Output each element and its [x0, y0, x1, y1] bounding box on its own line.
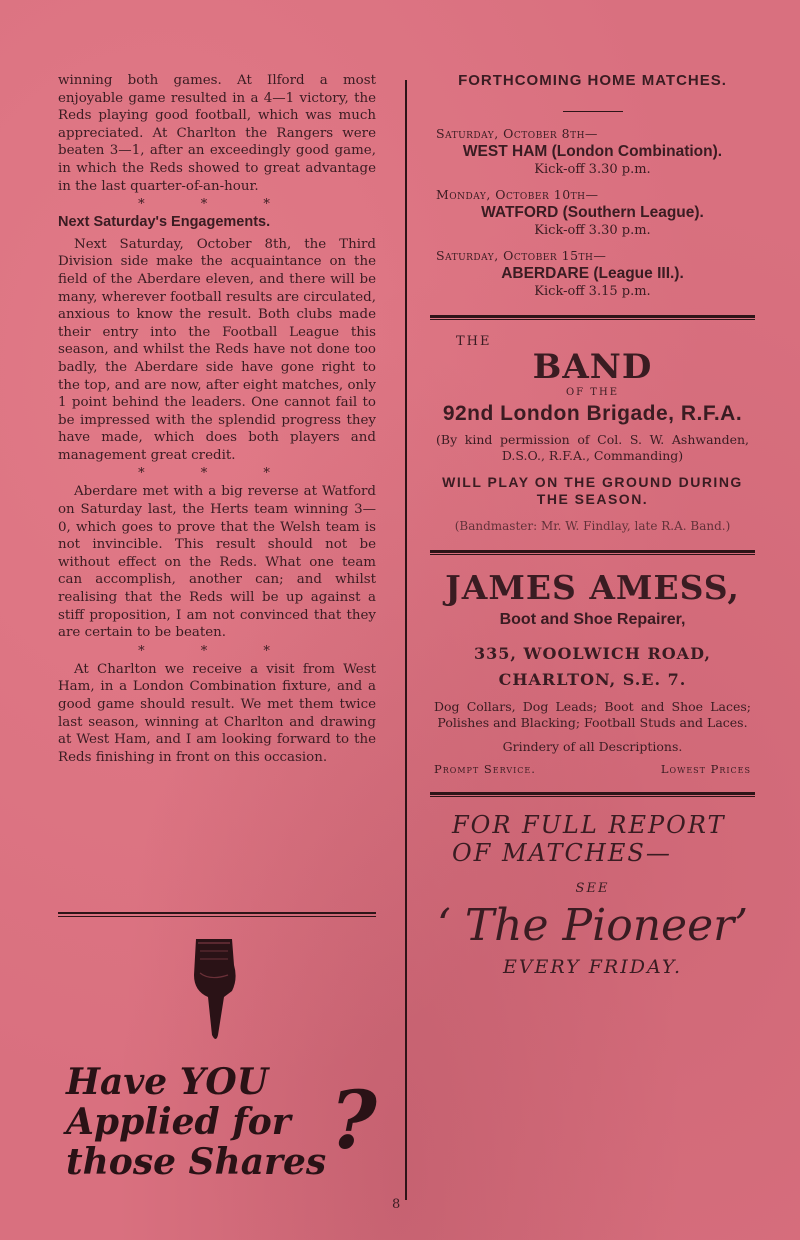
- report-line-2: OF MATCHES—: [452, 839, 672, 867]
- fixtures-rule: [563, 111, 623, 112]
- page-number: 8: [392, 1197, 401, 1212]
- advertiser-grindery: Grindery of all Descriptions.: [502, 739, 683, 754]
- service-prices: Lowest Prices: [660, 762, 751, 776]
- service-prompt: Prompt Service.: [434, 762, 536, 776]
- advertiser-address-town: CHARLTON, S.E. 7.: [498, 670, 687, 689]
- shares-appeal: [66, 1062, 326, 1182]
- band-the: THE: [456, 334, 492, 349]
- shares-line: those Shares: [66, 1141, 327, 1183]
- report-line-1: FOR FULL REPORT: [452, 811, 726, 839]
- fixture-kickoff: Kick-off 3.30 p.m.: [534, 162, 651, 177]
- left-column-rule: [58, 912, 376, 917]
- band-notice: [430, 334, 755, 534]
- question-mark: ?: [330, 1073, 377, 1167]
- left-column: [58, 72, 376, 766]
- band-master: (Bandmaster: Mr. W. Findlay, late R.A. Band.): [454, 519, 731, 533]
- fixture-item: [430, 248, 755, 299]
- pointing-hand-icon: [188, 935, 240, 1045]
- fixture-date: Saturday, October 8th—: [436, 126, 598, 141]
- advertiser-name: JAMES AMESS,: [445, 568, 740, 607]
- column-divider: [405, 80, 407, 1200]
- section-rule: [430, 315, 755, 320]
- pioneer-title: ‘ The Pioneer’: [436, 900, 749, 951]
- west-ham-paragraph: At Charlton we receive a visit from West Ham, in a London Combination fixture, and a good game should result. We met them twice last season, winning at Charlton and drawing at West Ham, and I am looking forward to the Reds finishing in front on this occasion.: [58, 661, 376, 765]
- amess-advert: [430, 569, 755, 776]
- shares-line: Have YOU: [66, 1061, 269, 1103]
- fixture-item: [430, 187, 755, 238]
- band-brigade: 92nd London Brigade, R.F.A.: [442, 402, 743, 425]
- pioneer-advert: [430, 811, 755, 978]
- fixture-kickoff: Kick-off 3.15 p.m.: [534, 284, 651, 299]
- fixture-kickoff: Kick-off 3.30 p.m.: [534, 223, 651, 238]
- band-permission: (By kind permission of Col. S. W. Ashwanden, D.S.O., R.F.A., Commanding): [436, 432, 749, 463]
- advertiser-service-line: [430, 762, 755, 776]
- section-stars: * * *: [138, 466, 296, 482]
- section-rule: [430, 792, 755, 797]
- band-of-the: OF THE: [565, 387, 619, 398]
- report-see: SEE: [575, 881, 610, 896]
- aberdare-paragraph: Aberdare met with a big reverse at Watford on Saturday last, the Herts team winning 3—0, which goes to prove that the Welsh team is not invincible. This result should not be without effect on the Reds. What one team can accomplish, another can; and whilst realising that the Reds will be up against a stiff proposition, I am not convinced that they are certain to be beaten.: [58, 484, 376, 641]
- fixture-team: WATFORD (Southern League).: [481, 204, 704, 221]
- shares-line: Applied for: [66, 1101, 291, 1143]
- right-column: [430, 72, 755, 978]
- next-saturday-paragraph: Next Saturday, October 8th, the Third Division side make the acquaintance on the field of the Aberdare eleven, and there will be many, wherever football results are circulated, anxious to know the result. Both clubs made their entry into the Football League this season, and whilst the Reds have not done too badly, the Aberdare side have gone right to the top, and are now, after eight matches, only 1 point behind the leaders. One cannot fail to be impressed with the splendid progress they have made, which does both players and management great credit.: [58, 236, 376, 463]
- advertiser-goods: Dog Collars, Dog Leads; Boot and Shoe Laces; Polishes and Blacking; Football Studs and Laces.: [434, 699, 751, 730]
- fixture-date: Saturday, October 15th—: [436, 248, 607, 263]
- section-stars: * * *: [138, 197, 296, 213]
- fixture-date: Monday, October 10th—: [436, 187, 599, 202]
- band-play-notice: WILL PLAY ON THE GROUND DURING THE SEASON.: [442, 474, 743, 507]
- intro-paragraph: winning both games. At Ilford a most enjoyable game resulted in a 4—1 victory, the Reds playing good football, which was much appreciated. At Charlton the Rangers were beaten 3—1, after an exceedingly good game, in which the Reds showed to great advantage in the last quarter-of-an-hour.: [58, 73, 376, 194]
- advertiser-address-street: 335, WOOLWICH ROAD,: [474, 644, 711, 663]
- pioneer-frequency: EVERY FRIDAY.: [502, 956, 683, 978]
- fixtures-title: FORTHCOMING HOME MATCHES.: [458, 72, 727, 89]
- fixture-team: ABERDARE (League III.).: [501, 265, 684, 282]
- advertiser-trade: Boot and Shoe Repairer,: [499, 611, 686, 628]
- section-stars: * * *: [138, 643, 296, 659]
- fixture-team: WEST HAM (London Combination).: [462, 143, 723, 160]
- band-title: BAND: [532, 347, 653, 387]
- engagements-heading: Next Saturday's Engagements.: [58, 214, 271, 231]
- section-rule: [430, 550, 755, 555]
- fixture-item: [430, 126, 755, 177]
